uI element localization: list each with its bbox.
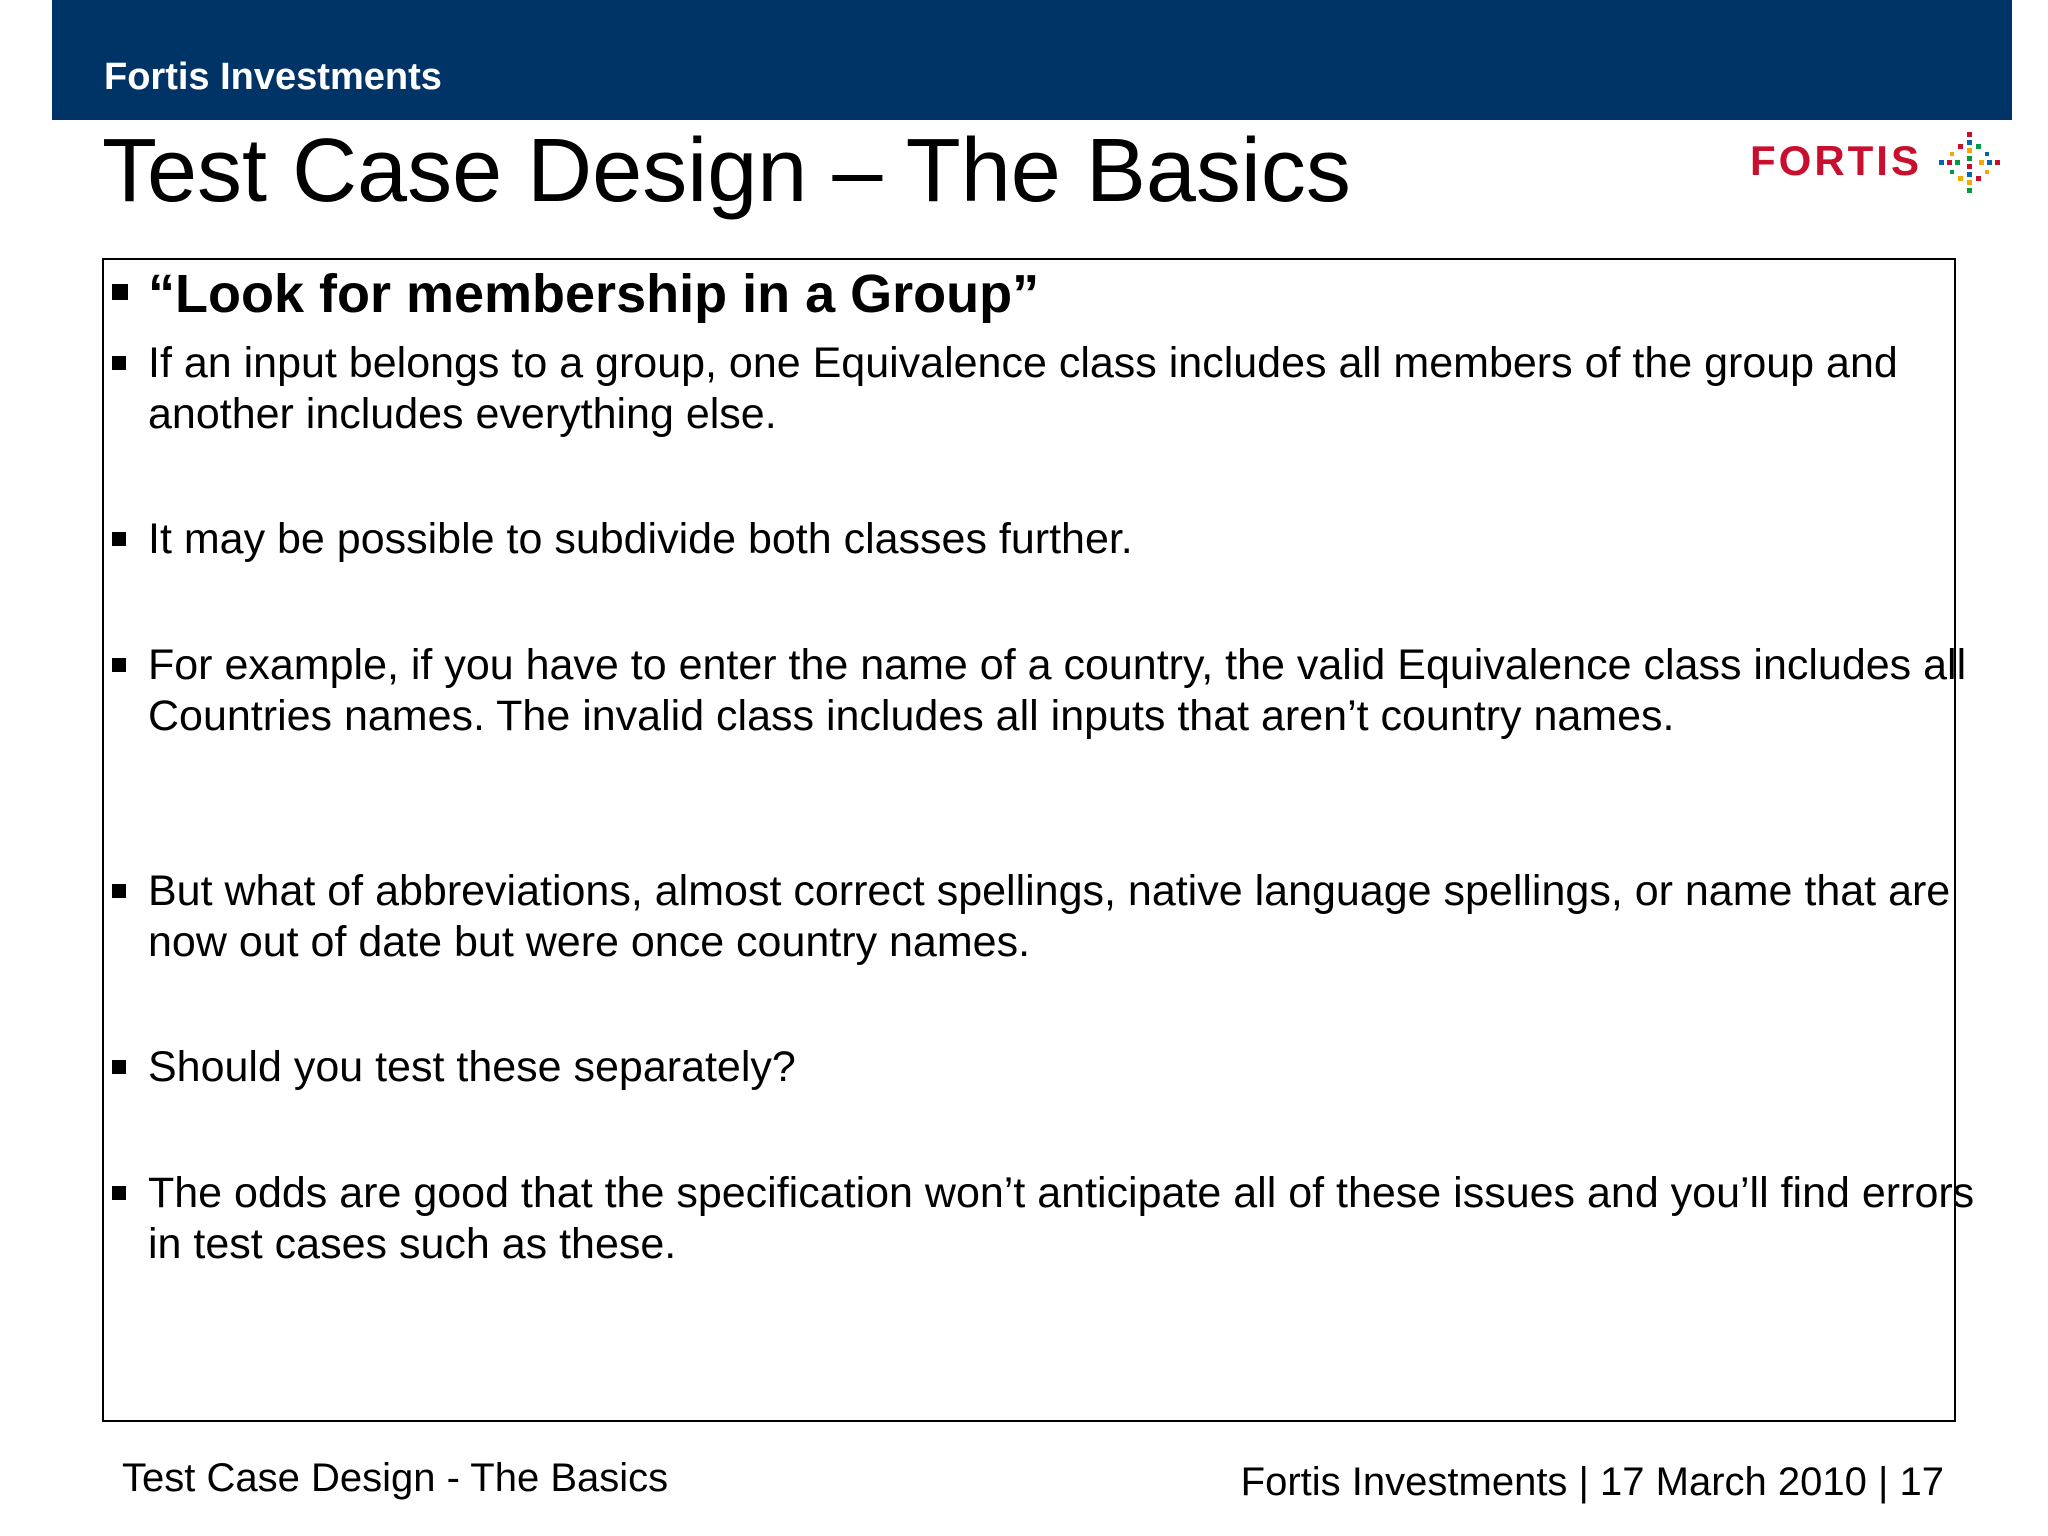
logo-text: FORTIS: [1750, 137, 1922, 184]
company-label: Fortis Investments: [104, 56, 442, 98]
list-item: [112, 866, 1982, 968]
fortis-logo: [1750, 128, 2010, 198]
list-item-text: It may be possible to subdivide both classes further.: [148, 515, 1133, 563]
footer-right: Fortis Investments | 17 March 2010 | 17: [1240, 1460, 1944, 1504]
fortis-logo-mark-icon: [1936, 130, 2006, 196]
list-item-text: If an input belongs to a group, one Equivalence class includes all members of the group and another includes everything else.: [148, 339, 1898, 438]
bullet-square-icon: [112, 1060, 126, 1074]
list-item-text: The odds are good that the specification won’t anticipate all of these issues and you’ll find errors in test cases such as these.: [148, 1169, 1975, 1268]
footer-left: Test Case Design - The Basics: [122, 1456, 669, 1500]
bullet-square-icon: [112, 356, 126, 370]
bullet-square-icon: [112, 884, 126, 898]
content-box: [102, 258, 1975, 1422]
list-item-text: But what of abbreviations, almost correct spellings, native language spellings, or name that are now out of date but were once country names.: [148, 867, 1951, 966]
list-item-text: For example, if you have to enter the name of a country, the valid Equivalence class includes all Countries names. The invalid class includes all inputs that aren’t country names.: [148, 641, 1967, 740]
bullet-square-icon: [112, 532, 126, 546]
list-item-text: Should you test these separately?: [148, 1043, 796, 1091]
slide-title: Test Case Design – The Basics: [102, 121, 1351, 221]
bullet-square-icon: [112, 284, 128, 300]
list-item: [112, 1042, 1982, 1093]
list-item: [112, 514, 1982, 565]
list-item: [112, 338, 1982, 440]
bullet-square-icon: [112, 1186, 126, 1200]
bullet-heading: [112, 264, 1982, 324]
bullet-square-icon: [112, 658, 126, 672]
list-item: [112, 1168, 1982, 1270]
bullet-heading-text: “Look for membership in a Group”: [148, 264, 1040, 324]
list-item: [112, 640, 1982, 742]
